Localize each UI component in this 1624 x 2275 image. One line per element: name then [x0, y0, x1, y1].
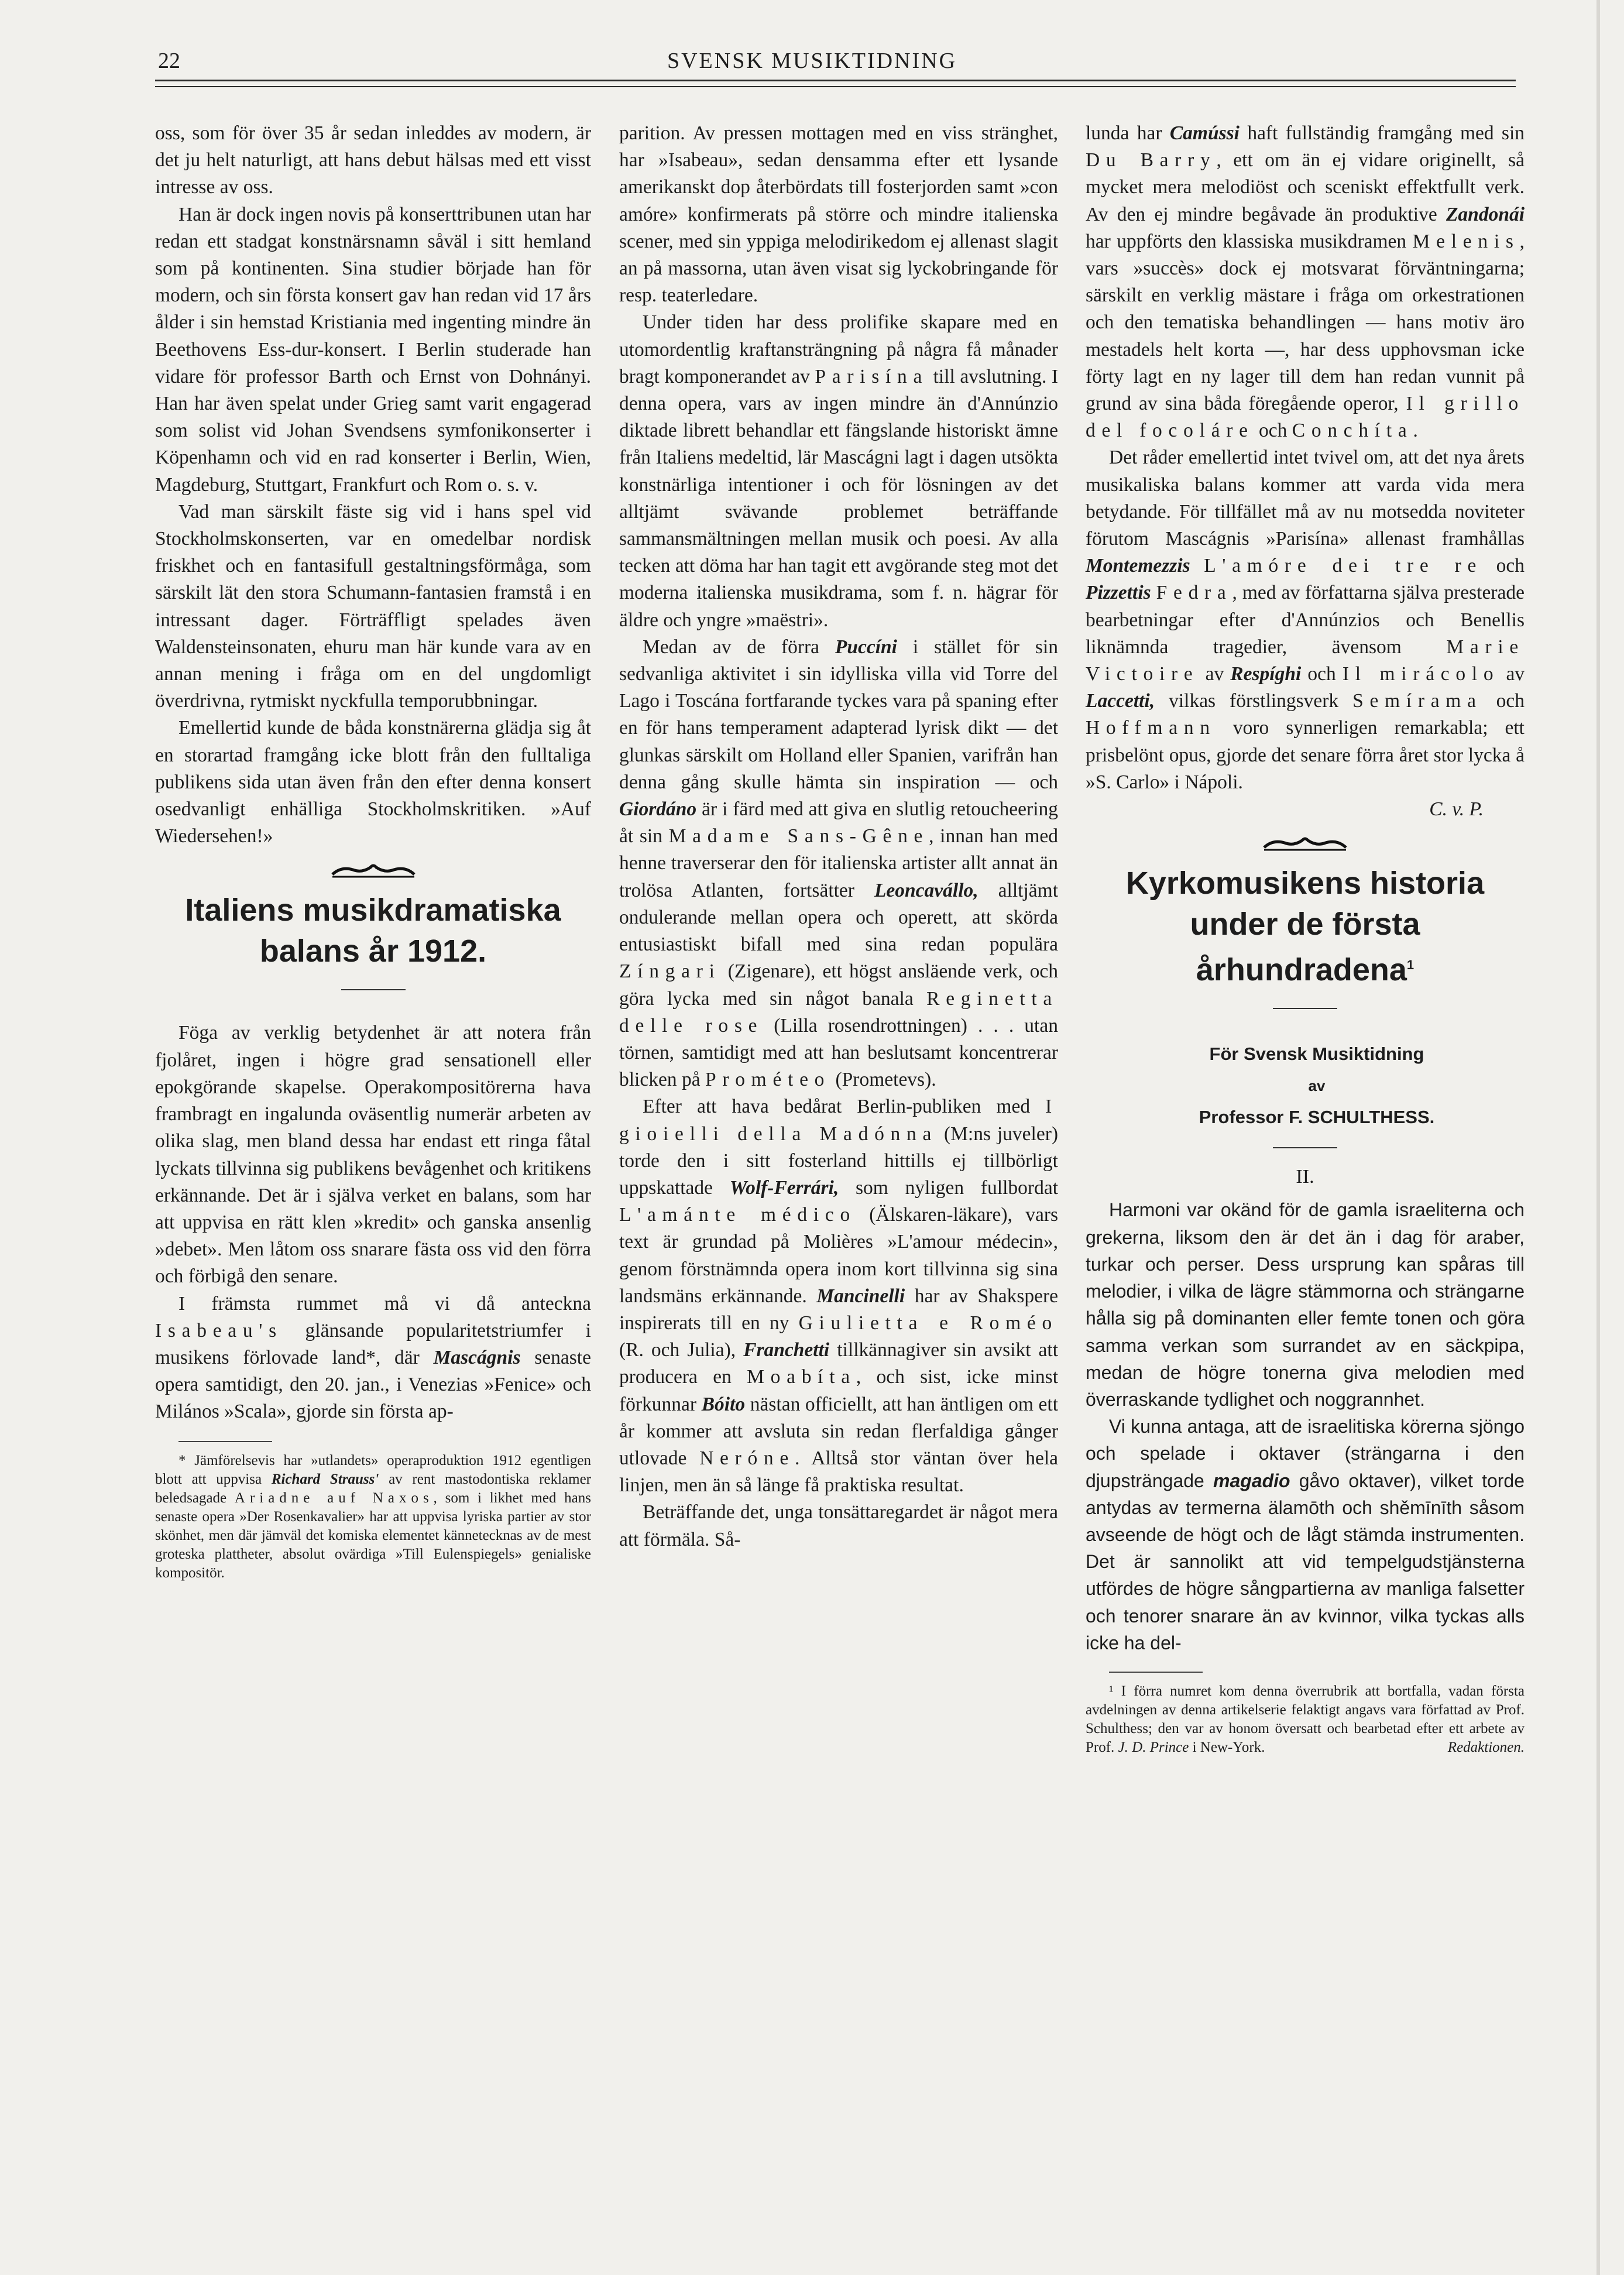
- paragraph: parition. Av pressen mottagen med en viss stränghet, har »Isabeau», sedan densamma efter ett lysande amerikanskt dop återbördats till fosterjorden samt »con amóre» konfirmerats på större och mindre italienska scener, med sin yppiga melodirikedom ej allenast slagit an på massorna, utan även visat sig lyckobringande för resp. teaterledare.: [619, 122, 1058, 307]
- paragraph: [619, 309, 1058, 633]
- divider: [341, 989, 406, 990]
- instrument-name: magadio: [1213, 1470, 1290, 1491]
- composer-name: Giordáno: [619, 798, 697, 821]
- paragraph: Emellertid kunde de båda konstnärerna glädja sig åt en storartad framgång icke blott från den fulltaliga publikens sida utan även från den efter denna konsert osedvanligt enhälliga Stockholmskritiken. »Auf Wiedersehen!»: [155, 717, 591, 847]
- text-run: .: [1413, 420, 1418, 442]
- title-spaced: Marie Victoire: [1086, 636, 1525, 685]
- footnote: [155, 1452, 591, 1583]
- footnote-rule: [178, 1441, 272, 1442]
- text-run: I främsta rummet må vi då anteckna: [178, 1292, 591, 1315]
- text-run: alltjämt ondulerande mellan opera och operett, att skörda entusiastiskt bifall med sina redan populära: [619, 879, 1059, 956]
- page-edge-shadow: [1596, 0, 1600, 2275]
- editorial-credit: Redaktionen.: [1447, 1739, 1525, 1755]
- title-spaced: L'amánte médico: [619, 1204, 856, 1226]
- title-spaced: Neróne: [699, 1447, 795, 1469]
- composer-name: Wolf-Ferrári,: [729, 1176, 839, 1199]
- footnote-marker: 1: [1406, 958, 1414, 973]
- article-headline: Italiens musikdramatiska balans år 1912.: [185, 893, 561, 969]
- title-spaced: Isabeau's: [155, 1319, 283, 1341]
- text-run: gåvo oktaver), vilket torde antydas av termerna älamōth och shěmīnīth såsom avseende de högt och de lågt stämda instrumenten. Det är sannolikt att vid tempelgudstjänsterna utfördes de högre sångpartierna av manliga falsetter och tenorer snarare än av kvinnor, vilka tyckas alls icke ha del-: [1086, 1470, 1525, 1653]
- scroll-ornament-icon: [329, 862, 417, 879]
- text-run: och: [1307, 663, 1336, 685]
- title-spaced: Fedra: [1156, 582, 1232, 604]
- text-run: och: [1496, 690, 1525, 712]
- composer-name: Mascágnis: [433, 1346, 521, 1368]
- headline-text: Kyrkomusikens historia under de första århundradena: [1125, 866, 1485, 988]
- composer-name: Montemezzis: [1086, 555, 1190, 577]
- text-run: (R. och Julia),: [619, 1339, 736, 1361]
- text-run: voro synnerligen remarkabla; ett prisbelönt opus, gjorde det senare förra året stor lycka å »S. Carlo» i Nápoli.: [1086, 717, 1525, 793]
- text-run: nästan officiellt, att han äntligen om ett år kommer att avsluta sin redan flerfaldiga gånger utlovade: [619, 1393, 1059, 1469]
- text-run: och: [1259, 420, 1287, 442]
- column-2: [619, 120, 1058, 1553]
- composer-name: Pizzettis: [1086, 582, 1151, 604]
- page-number: 22: [158, 49, 180, 73]
- text-run: (Zigenare), ett högst ansläende verk, och göra lycka med sin något banala: [619, 960, 1059, 1010]
- divider: [1273, 1147, 1337, 1148]
- title-spaced: Giulietta e Roméo: [798, 1312, 1058, 1334]
- title-spaced: Reginetta delle rose: [619, 987, 1059, 1037]
- author-signature: C. v. P.: [1429, 798, 1484, 821]
- title-spaced: Parisína: [815, 365, 929, 387]
- text-run: lunda har: [1086, 122, 1162, 144]
- text-run: i stället för sin sedvanliga aktivitet i sin idylliska villa vid Torre del Lago i Toscána fortfarande tyckes vara på spaning efter en för hans temperament adapterad lyrisk dikt — det glunkas särskilt om Holland eller Spanien, varifrån han denna gång skulle hämta sin inspiration — och: [619, 636, 1059, 793]
- text-run: och: [1496, 555, 1525, 577]
- title-spaced: Madame Sans-Gêne: [668, 825, 929, 847]
- paragraph: [155, 1291, 591, 1426]
- text-run: , vars »succès» dock ej motsvarat förväntningarna; särskilt en verklig mästare i fråga om orkestrationen och den tematiska behandlingen — hans motiv äro mestadels helt korta —, har dess upphovsman icke förty lagt en ny lager till dem han redan vunnit på grund av sina båda föregående operor,: [1086, 230, 1525, 415]
- paragraph: [619, 1093, 1058, 1499]
- text-run: senaste opera samtidigt, den 20. jan., i Venezias »Fenice» och Milános »Scala», gjorde sin första ap-: [155, 1346, 591, 1423]
- text-run: , innan han med henne traverserar den för italienska artister allt annat än trolösa Atlanten, fortsätter: [619, 825, 1058, 901]
- title-spaced: Prométeo: [705, 1069, 831, 1091]
- text-run: (Prometevs).: [835, 1069, 936, 1091]
- text-run: (M:ns juveler) torde den i sitt fosterland hittills ej tillbörligt uppskattade: [619, 1123, 1059, 1199]
- paragraph: Han är dock ingen novis på konserttribunen utan har redan ett stadgat konstnärsnamn såväl i sitt hemland som på kontinenten. Sina studier började han för modern, och sin första konsert gav han redan vid 17 års ålder i sin hemstad Kristiania med ingenting mindre än Beethovens Ess-dur-konsert. I Berlin studerade han vidare för professor Barth och Ernst von Dohnányi. Han har även spelat under Grieg samt varit engagerad som solist vid Johan Svendsens symfonikonserter i Köpenhamn och vid en rad konserter i Berlin, Wien, Magdeburg, Stuttgart, Frankfurt och Rom o. s. v.: [155, 203, 591, 496]
- text-run: (Älskaren-läkare), vars text är grundad på Molières »L'amour médecin», genom förstnämnda opera inom kort tillvinna sig sina landsmäns erkännande.: [619, 1204, 1059, 1307]
- composer-name: Mancinelli: [816, 1285, 905, 1307]
- paragraph: Beträffande det, unga tonsättaregardet är något mera att förmäla. Så-: [619, 1501, 1058, 1550]
- composer-name: Bóito: [701, 1393, 746, 1415]
- title-spaced: Hoffmann: [1086, 717, 1216, 739]
- author-name: Professor F. SCHULTHESS.: [1199, 1107, 1435, 1128]
- running-title: SVENSK MUSIKTIDNING: [667, 49, 957, 73]
- title-spaced: Melenis: [1412, 230, 1520, 252]
- text-run: i New-York.: [1192, 1739, 1265, 1755]
- composer-name: Richard Strauss': [271, 1471, 379, 1487]
- text-run: . Alltså stor väntan över hela linjen, men än så länge få praktiska resultat.: [619, 1447, 1058, 1497]
- composer-name: Camússi: [1169, 122, 1240, 144]
- paragraph: [1086, 444, 1525, 796]
- composer-name: Laccetti,: [1086, 690, 1155, 712]
- composer-name: Respíghi: [1230, 663, 1302, 685]
- text-run: , ett om än ej vidare originellt, så mycket mera melodiöst och sceniskt effektfullt verk. Av den ej mindre begåvade än produktive: [1086, 149, 1525, 225]
- byline: För Svensk Musiktidning: [1209, 1044, 1424, 1065]
- text-run: har av Shakspere inspirerats till en ny: [619, 1285, 1059, 1334]
- article-body: [1086, 1196, 1525, 1656]
- text-run: som nyligen fullbordat: [856, 1176, 1059, 1199]
- title-spaced: Zíngari: [619, 960, 721, 983]
- text-run: tillkännagiver sin avsikt att producera en: [619, 1339, 1059, 1388]
- text-run: Det råder emellertid intet tvivel om, att det nya årets musikaliska balans kommer att varda vida mera betydande. För tillfället må av nu motsedda noviteter förutom Mascágnis »Parisína» allenast framhållas: [1086, 447, 1525, 550]
- column-1: [155, 120, 591, 1583]
- composer-name: Zandonái: [1446, 203, 1525, 225]
- text-run: av rent mastodontiska reklamer beledsagade: [155, 1471, 592, 1506]
- footnote: [1086, 1682, 1525, 1757]
- text-run: * Jämförelsevis har »utlandets» operaproduktion 1912 egentligen blott att uppvisa: [155, 1452, 591, 1487]
- text-run: , och sist, icke minst förkunnar: [619, 1366, 1059, 1415]
- text-run: av: [1506, 663, 1525, 685]
- paragraph: Föga av verklig betydenhet är att notera från fjolåret, ingen i högre grad sensationell eller epokgörande skapelse. Operakompositörerna hava frambragt en ingalunda oväsentlig numerär arbeten av olika slag, men bland dessa har endast ett ringa fåtal lyckats tillvinna sig publikens bevågenhet och kritikens erkännande. Det är i själva verket en balans, som har att uppvisa en rätt klen »kredit» och ganska ansenlig »debet». Men låtom oss snarare fästa oss vid den förra och förbigå den senare.: [155, 1022, 591, 1288]
- paragraph: [619, 634, 1058, 1093]
- article-headline: [1086, 863, 1525, 990]
- column-3: [1086, 120, 1525, 1757]
- paragraph: Harmoni var okänd för de gamla israeliterna och grekerna, liksom den är det än i dag för araber, turkar och perser. Dess ursprung kan spåras till melodier, i vilka de lägre stämmorna och strängarne hålla sig på dominanten eller femte tonen och göra samma verkan som surrandet av en säckpipa, medan de högre tonerna giva melodien med överraskande tydlighet och noggrannhet.: [1086, 1199, 1525, 1410]
- text-run: vilkas förstlingsverk: [1169, 690, 1339, 712]
- text-run: haft fullständig framgång med sin: [1247, 122, 1525, 144]
- paragraph: Vad man särskilt fäste sig vid i hans spel vid Stockholmskonserten, var en omedelbar nordisk friskhet och en fantasifull gestaltningsförmåga, som särskilt lät den stora Schumann-fantasien framstå i en intressant dager. Förträffligt spelades även Waldensteinsonaten, ehuru man här kunde vara av en annan mening i fråga om en del ungdomligt överdrivna, rytmiskt nyckfulla temporubbningar.: [155, 500, 591, 712]
- text-run: till avslutning. I denna opera, vars av ingen mindre än d'Annúnzio diktade librett behandlar ett fängslande historiskt ämne från Italiens medeltid, lär Mascágni lagt i dagen utsökta konstnärliga intentioner i och för lösningen av det alltjämt svävande problemet beträffande sammansmältningen mellan musik och poesi. Av alla tecken att döma har han tagit ett avgörande steg mot det moderna italienska musikdrama, som f. n. hägrar för äldre och yngre »maëstri».: [619, 365, 1059, 631]
- paragraph: [1086, 1413, 1525, 1656]
- scroll-ornament-icon: [1261, 835, 1349, 852]
- text-run: har uppförts den klassiska musikdramen: [1086, 230, 1407, 252]
- paragraph: [1086, 120, 1525, 444]
- text-run: är i färd med att giva en slutlig retoucheering åt sin: [619, 798, 1059, 847]
- text-run: Efter att hava bedårat Berlin-publiken med: [643, 1096, 1031, 1118]
- composer-name: Leoncavállo,: [874, 879, 978, 901]
- composer-name: Puccíni: [835, 636, 897, 658]
- title-spaced: Moabíta: [747, 1366, 856, 1388]
- text-run: , som i likhet med hans senaste opera »Der Rosenkavalier» har att uppvisa lyriska partier av stor skönhet, men där jämväl det komiska elementet kännetecknas av de mest groteska plattheter, absolut ovärdiga »Till Eulenspiegels» genialiske kompositör.: [155, 1490, 591, 1581]
- text-run: ¹ I förra numret kom denna överrubrik att bortfalla, vadan första avdelningen av denna artikelserie felaktigt angavs vara författad av Prof. Schulthess; den var av honom översatt och bearbetad efter ett arbete av Prof.: [1086, 1683, 1525, 1755]
- header-rule-top: [155, 80, 1516, 81]
- title-spaced: Il mirácolo: [1342, 663, 1500, 685]
- title-spaced: Du Barry: [1086, 149, 1217, 171]
- title-spaced: Ariadne auf Naxos: [234, 1490, 434, 1506]
- text-run: av: [1205, 663, 1224, 685]
- text-run: glänsande popularitetstriumfer i musikens förlovade land*, där: [155, 1319, 591, 1368]
- text-run: (Lilla rosendrottningen) . . . utan törnen, samtidigt med att han beslutsamt koncentrerar blicken på: [619, 1014, 1058, 1091]
- byline: av: [1308, 1077, 1326, 1095]
- title-spaced: I gioielli della Madónna: [619, 1096, 1058, 1145]
- text-run: Under tiden har dess prolifike skapare med en utomordentlig kraftansträngning på några få månader bragt komponerandet av: [619, 311, 1058, 387]
- section-number: II.: [1296, 1166, 1314, 1188]
- paragraph: oss, som för över 35 år sedan inleddes av modern, är det ju helt naturligt, att hans debut hälsas med ett visst intresse av oss.: [155, 122, 591, 198]
- text-run: , med av författarna själva presterade bearbetningar efter d'Annúnzios och Benellis liknämnda tragedier, ävensom: [1086, 582, 1525, 658]
- title-spaced: Il grillo del focoláre: [1086, 393, 1525, 442]
- text-run: Medan av de förra: [643, 636, 820, 658]
- footnote-rule: [1109, 1672, 1203, 1673]
- title-spaced: Conchíta: [1292, 420, 1413, 442]
- title-spaced: Semíramа: [1352, 690, 1482, 712]
- title-spaced: L'amóre dei tre re: [1204, 555, 1483, 577]
- header-rule-bottom: [155, 86, 1516, 87]
- text-run: Vi kunna antaga, att de israelitiska körerna sjöngo och spelade i oktaver (strängarna i den djupsträngade: [1086, 1416, 1525, 1491]
- divider: [1273, 1008, 1337, 1009]
- person-name: J. D. Prince: [1118, 1739, 1189, 1755]
- composer-name: Franchetti: [743, 1339, 830, 1361]
